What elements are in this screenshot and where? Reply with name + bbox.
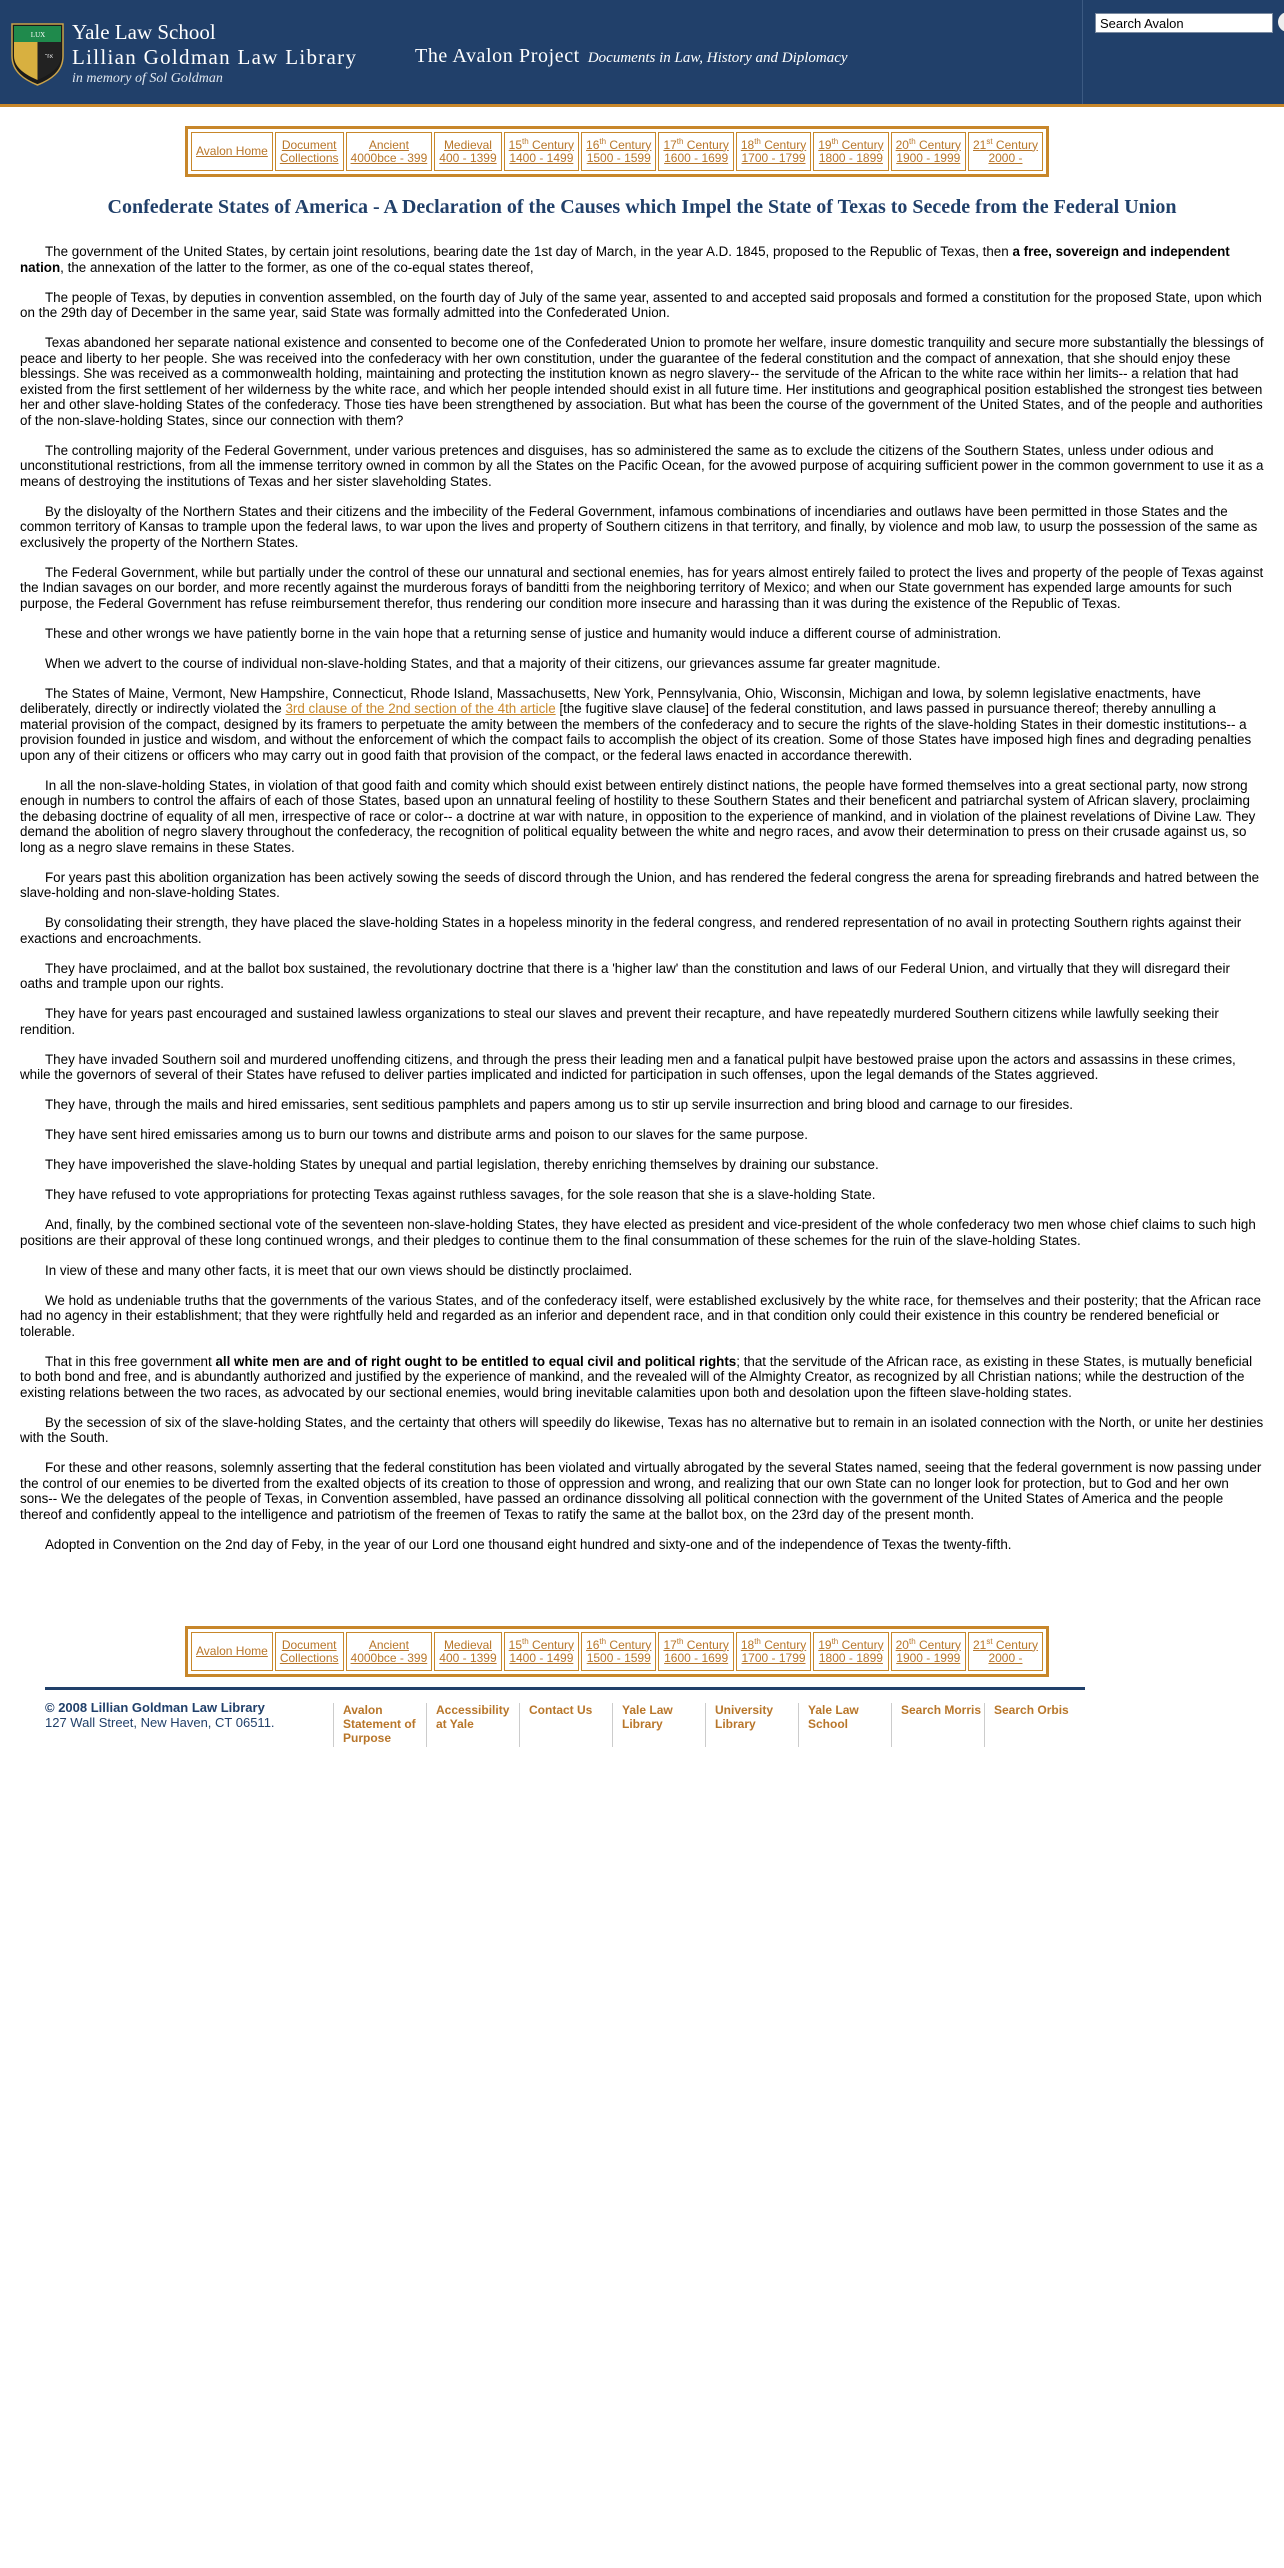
document-body <box>20 244 1264 1567</box>
paragraph-text: In view of these and many other facts, it is meet that our own views should be distinctly proclaimed. <box>45 1262 633 1278</box>
paragraph-text: They have proclaimed, and at the ballot box sustained, the revolutionary doctrine that there is a 'higher law' than the constitution and laws of our Federal Union, and virtually that they will disregard their oaths and trample upon our rights. <box>20 960 1230 991</box>
nav-link-5[interactable] <box>586 138 651 165</box>
paragraph <box>20 565 1264 612</box>
nav-label: Medieval <box>443 1637 492 1652</box>
paragraph-text: They have invaded Southern soil and murdered unoffending citizens, and through the press their leading men and a fanatical pulpit have bestowed praise upon the actors and assassins in these crimes, while the governors of several of their States have refused to deliver parties implicated and indicted for participation in such offenses, upon the legal demands of the States aggrieved. <box>20 1051 1236 1082</box>
nav-link-4[interactable] <box>509 1638 574 1665</box>
footer-link-search-morris[interactable]: Search Morris <box>891 1703 984 1747</box>
nav-label: Ancient <box>368 1637 409 1652</box>
bottom-nav-cell <box>968 1632 1043 1671</box>
bottom-nav-cell <box>813 1632 888 1671</box>
top-nav-cell <box>813 132 888 171</box>
bottom-nav-cell <box>504 1632 579 1671</box>
paragraph <box>20 1006 1264 1037</box>
project-name: The Avalon Project <box>415 45 580 67</box>
nav-label: Century <box>606 1637 652 1652</box>
top-nav-cell <box>346 132 433 171</box>
nav-link-4[interactable] <box>509 138 574 165</box>
nav-range: 2000 - <box>988 150 1023 165</box>
paragraph <box>20 870 1264 901</box>
paragraph <box>20 1097 1264 1113</box>
paragraph-text: By consolidating their strength, they have placed the slave-holding States in a hopeless minority in the federal congress, and rendered representation of no avail in protecting Southern rights against their exactions and encroachments. <box>20 915 1242 946</box>
paragraph <box>20 1217 1264 1248</box>
nav-range: 1700 - 1799 <box>741 150 806 165</box>
paragraph <box>20 1293 1264 1340</box>
nav-label: Century <box>528 1637 575 1652</box>
bottom-nav-cell <box>434 1632 501 1671</box>
nav-range: 4000bce - 399 <box>350 1650 428 1665</box>
paragraph <box>20 778 1264 856</box>
century-number: 19 <box>818 1637 832 1652</box>
paragraph-text: They have for years past encouraged and sustained lawless organizations to steal our slaves and prevent their recapture, and have repeatedly murdered Southern citizens while lawfully seeking their rendition. <box>20 1006 1219 1037</box>
nav-range: 400 - 1399 <box>439 150 497 165</box>
project-tagline: Documents in Law, History and Diplomacy <box>587 50 848 66</box>
address-text: 127 Wall Street, New Haven, CT 06511. <box>45 1715 275 1730</box>
nav-label: Century <box>992 137 1038 152</box>
nav-label: Ancient <box>368 137 409 152</box>
century-suffix: th <box>522 136 529 146</box>
paragraph-text: For years past this abolition organization has been actively sowing the seeds of discord through the Union, and has rendered the federal congress the arena for spreading firebrands and hatred between the slave-holding and non-slave-holding States. <box>20 869 1260 900</box>
nav-range: 1600 - 1699 <box>664 150 729 165</box>
paragraph-text: , the annexation of the latter to the former, as one of the co-equal states thereof, <box>60 259 534 275</box>
paragraph-text: Adopted in Convention on the 2nd day of Feby, in the year of our Lord one thousand eight hundred and sixty-one and of the independence of Texas the twenty-fifth. <box>45 1536 1012 1552</box>
footer-links <box>333 1703 1077 1747</box>
nav-range: 1800 - 1899 <box>818 1650 883 1665</box>
century-suffix: th <box>754 1636 761 1646</box>
nav-link-10[interactable] <box>973 1638 1038 1665</box>
century-suffix: th <box>599 136 607 146</box>
paragraph-text: We hold as undeniable truths that the governments of the various States, and of the confederacy itself, were established exclusively by the white race, for themselves and their posterity; that the African race had no agency in their establishment; that they were rightfully held and regarded as an inferior and dependent race, and in that condition only could their existence in this country be rendered beneficial or tolerable. <box>20 1292 1261 1339</box>
century-suffix: st <box>986 136 993 146</box>
top-nav-cell <box>434 132 501 171</box>
footer-link-search-orbis[interactable]: Search Orbis <box>984 1703 1077 1747</box>
svg-text:LUX: LUX <box>30 31 46 39</box>
paragraph <box>20 656 1264 672</box>
nav-label: Medieval <box>443 137 492 152</box>
footer-link-accessibility-at-yale[interactable]: Accessibility at Yale <box>426 1703 519 1747</box>
constitution-clause-link[interactable]: 3rd clause of the 2nd section of the 4th article <box>285 701 556 716</box>
century-number: 16 <box>586 137 600 152</box>
nav-label: Century <box>606 137 652 152</box>
nav-range: 1700 - 1799 <box>741 1650 806 1665</box>
nav-label: Century <box>760 1637 807 1652</box>
nav-link-10[interactable] <box>973 138 1038 165</box>
nav-label: Century <box>838 1637 884 1652</box>
century-number: 18 <box>740 1637 755 1652</box>
nav-link-0[interactable] <box>196 144 268 158</box>
library-brand[interactable] <box>72 20 357 88</box>
century-nav-top <box>185 126 1049 177</box>
top-nav-cell <box>891 132 966 171</box>
paragraph <box>20 335 1264 428</box>
paragraph <box>20 504 1264 551</box>
nav-label: Century <box>838 137 884 152</box>
nav-link-2[interactable] <box>351 1638 428 1665</box>
paragraph <box>20 244 1264 275</box>
nav-range: 1400 - 1499 <box>509 150 574 165</box>
nav-link-3[interactable] <box>439 138 496 165</box>
paragraph-text: By the secession of six of the slave-holding States, and the certainty that others will speedily do likewise, Texas has no alternative but to remain in an isolated connection with the North, or unite her destinies with the South. <box>20 1414 1264 1445</box>
paragraph <box>20 1157 1264 1173</box>
bottom-nav-cell <box>191 1632 273 1671</box>
nav-range: 1400 - 1499 <box>509 1650 574 1665</box>
paragraph-text: The States of Maine, Vermont, New Hampshire, Connecticut, Rhode Island, Massachusetts, New York, Pennsylvania, Ohio, Wisconsin, Michigan and Iowa, by solemn legislative enactments, have deliberately, directly or indirectly violated the <box>20 685 1201 716</box>
bold-text: all white men are and of right ought to be entitled to equal civil and political rights <box>215 1353 737 1369</box>
century-number: 17 <box>663 1637 677 1652</box>
avalon-project-title[interactable] <box>415 45 848 68</box>
century-number: 20 <box>895 137 909 152</box>
century-suffix: st <box>986 1636 993 1646</box>
top-nav-cell <box>581 132 656 171</box>
nav-label: Century <box>992 1637 1038 1652</box>
nav-link-6[interactable] <box>663 138 728 165</box>
century-suffix: th <box>599 1636 607 1646</box>
svg-text:אור: אור <box>44 54 54 60</box>
paragraph-text: They have refused to vote appropriations for protecting Texas against ruthless savages, for the sole reason that she is a slave-holding State. <box>45 1187 876 1202</box>
paragraph-text: ; that the servitude of the African race, as existing in these States, is mutually beneficial to both bond and free, and is abundantly authorized and justified by the experience of mankind, and the revealed will of the Almighty Creator, as recognized by all Christian nations; while the destruction of the existing relations between the two races, as advocated by our sectional enemies, would bring inevitable calamities upon both and desolation upon the fifteen slave-holding states. <box>20 1353 1253 1400</box>
nav-range: 400 - 1399 <box>439 1650 497 1665</box>
paragraph <box>20 1187 1264 1203</box>
nav-range: 1600 - 1699 <box>664 1650 729 1665</box>
nav-range: 2000 - <box>988 1650 1023 1665</box>
paragraph-text: Texas abandoned her separate national existence and consented to become one of the Confederated Union to promote her welfare, insure domestic tranquility and secure more substantially the blessings of peace and liberty to her people. She was received into the confederacy with her own constitution, under the guarantee of the federal constitution and the compact of annexation, that she should enjoy these blessings. She was received as a commonwealth holding, maintaining and protecting the institution known as negro slavery-- the servitude of the African to the white race within her limits-- a relation that had existed from the first settlement of her wilderness by the white race, and which her people intended should exist in all future time. Her institutions and geographical position established the strongest ties between her and other slave-holding States of the confederacy. Those ties have been strengthened by association. But what has been the course of the government of the United States, and of the people and authorities of the non-slave-holding States, since our connection with them? <box>20 335 1264 428</box>
nav-label: Avalon Home <box>196 1644 268 1658</box>
nav-link-5[interactable] <box>586 1638 651 1665</box>
document-title: Confederate States of America - A Declaration of the Causes which Impel the State of Texas to Secede from the Federal Union <box>107 196 1177 218</box>
nav-link-8[interactable] <box>818 1638 883 1665</box>
nav-link-7[interactable] <box>741 138 806 165</box>
footer-link-avalon-statement-of-purpose[interactable]: Avalon Statement of Purpose <box>333 1703 426 1747</box>
century-suffix: th <box>754 136 761 146</box>
paragraph-text: They have sent hired emissaries among us to burn our towns and distribute arms and poison to our slaves for the same purpose. <box>45 1127 808 1142</box>
century-nav-bottom <box>185 1626 1049 1677</box>
century-number: 16 <box>586 1637 600 1652</box>
century-number: 20 <box>895 1637 909 1652</box>
footer-link-yale-law-library[interactable]: Yale Law Library <box>612 1703 705 1747</box>
nav-range: Collections <box>279 150 339 165</box>
bottom-nav-cell <box>346 1632 433 1671</box>
century-number: 17 <box>663 137 677 152</box>
top-nav-cell <box>191 132 273 171</box>
nav-label: Document <box>281 137 337 152</box>
century-suffix: th <box>831 136 839 146</box>
bottom-nav-cell <box>736 1632 811 1671</box>
yale-shield-logo[interactable] <box>10 22 65 86</box>
century-number: 21 <box>973 137 987 152</box>
paragraph-text: That in this free government <box>45 1353 216 1369</box>
paragraph <box>20 915 1264 946</box>
nav-link-1[interactable] <box>280 138 339 165</box>
paragraph <box>20 443 1264 490</box>
nav-link-8[interactable] <box>818 138 883 165</box>
paragraph-text: In all the non-slave-holding States, in violation of that good faith and comity which should exist between entirely distinct nations, the people have formed themselves into a great sectional party, now strong enough in numbers to control the affairs of each of those States, based upon an unnatural feeling of hostility to these Southern States and their beneficent and patriarchal system of African slavery, proclaiming the debasing doctrine of equality of all men, irrespective of race or color-- a doctrine at war with nature, in opposition to the experience of mankind, and in violation of the plainest revelations of Divine Law. They demand the abolition of negro slavery throughout the confederacy, the recognition of political equality between the white and negro races, and avow their determination to press on their crusade against us, so long as a negro slave remains in these States. <box>20 777 1256 855</box>
footer-link-university-library[interactable]: University Library <box>705 1703 798 1747</box>
century-number: 21 <box>973 1637 987 1652</box>
nav-link-3[interactable] <box>439 1638 496 1665</box>
nav-label: Century <box>760 137 807 152</box>
library-name: Lillian Goldman Law Library <box>72 45 358 69</box>
paragraph <box>20 290 1264 321</box>
nav-link-9[interactable] <box>896 138 961 165</box>
nav-label: Century <box>683 137 729 152</box>
century-number: 15 <box>508 1637 523 1652</box>
paragraph <box>20 1354 1264 1401</box>
footer-copyright <box>45 1700 275 1730</box>
century-number: 18 <box>740 137 755 152</box>
paragraph-text: [the fugitive slave clause] of the federal constitution, and laws passed in pursuance thereof; thereby annulling a material provision of the compact, designed by its framers to perpetuate the amity between the members of the confederacy and to secure the rights of the slave-holding States in their domestic institutions-- a provision founded in justice and wisdom, and without the enforcement of which the compact fails to accomplish the object of its creation. Some of those States have imposed high fines and degrading penalties upon any of their citizens or officers who may carry out in good faith that provision of the compact, or the federal laws enacted in accordance therewith. <box>20 701 1252 763</box>
paragraph <box>20 1263 1264 1279</box>
century-suffix: th <box>831 1636 839 1646</box>
paragraph-text: They have impoverished the slave-holding States by unequal and partial legislation, thereby enriching themselves by draining our substance. <box>45 1157 879 1172</box>
paragraph-text: And, finally, by the combined sectional vote of the seventeen non-slave-holding States, they have elected as president and vice-president of the whole confederacy two men whose chief claims to such high positions are their approval of these long continued wrongs, and their pledges to continue them to the final consummation of these schemes for the ruin of the slave-holding States. <box>20 1217 1256 1248</box>
search-input[interactable] <box>1095 13 1273 33</box>
paragraph-text: For these and other reasons, solemnly asserting that the federal constitution has been violated and virtually abrogated by the several States named, seeing that the federal government is now passing under the control of our enemies to be diverted from the exalted objects of its creation to those of oppression and wrong, and realizing that our own State can no longer look for protection, but to God and her own sons-- We the delegates of the people of Texas, in Convention assembled, have passed an ordinance dissolving all political connection with the government of the United States of America and the people thereof and confidently appeal to the intelligence and patriotism of the freemen of Texas to ratify the same at the ballot box, on the 23rd day of the present month. <box>20 1460 1262 1522</box>
school-name: Yale Law School <box>72 20 216 44</box>
century-suffix: th <box>676 1636 684 1646</box>
bottom-nav-cell <box>275 1632 344 1671</box>
paragraph-text: When we advert to the course of individual non-slave-holding States, and that a majority of their citizens, our grievances assume far greater magnitude. <box>45 655 941 671</box>
paragraph <box>20 1052 1264 1083</box>
nav-range: 1500 - 1599 <box>586 1650 651 1665</box>
nav-range: 1800 - 1899 <box>818 150 883 165</box>
nav-link-9[interactable] <box>896 1638 961 1665</box>
century-suffix: th <box>908 136 916 146</box>
bottom-nav-cell <box>658 1632 733 1671</box>
nav-range: 1500 - 1599 <box>586 150 651 165</box>
site-header <box>0 0 1284 107</box>
nav-range: 1900 - 1999 <box>896 1650 961 1665</box>
nav-range: 4000bce - 399 <box>350 150 428 165</box>
search-area <box>1082 0 1284 104</box>
paragraph-text: These and other wrongs we have patiently borne in the vain hope that a returning sense of justice and humanity would induce a different course of administration. <box>45 625 1002 641</box>
nav-link-6[interactable] <box>663 1638 728 1665</box>
nav-link-1[interactable] <box>280 1638 339 1665</box>
copyright-text: © 2008 Lillian Goldman Law Library <box>45 1700 265 1715</box>
paragraph <box>20 626 1264 642</box>
nav-label: Century <box>683 1637 729 1652</box>
bold-text: a free, sovereign and independent nation <box>20 244 1230 275</box>
paragraph <box>20 686 1264 764</box>
footer-link-yale-law-school[interactable]: Yale Law School <box>798 1703 891 1747</box>
paragraph-text: The Federal Government, while but partially under the control of these our unnatural and sectional enemies, has for years almost entirely failed to protect the lives and property of the people of Texas against the Indian savages on our border, and more recently against the murderous forays of banditti from the neighboring territory of Mexico; and when our State government has expended large amounts for such purpose, the Federal Government has refuse reimbursement therefor, thus rendering our condition more insecure and harassing than it was during the existence of the Republic of Texas. <box>20 564 1264 611</box>
top-nav-cell <box>736 132 811 171</box>
century-number: 19 <box>818 137 832 152</box>
bottom-nav-cell <box>891 1632 966 1671</box>
bottom-nav-cell <box>581 1632 656 1671</box>
century-number: 15 <box>508 137 523 152</box>
paragraph-text: The controlling majority of the Federal Government, under various pretences and disguises, has so administered the same as to exclude the citizens of the Southern States, unless under odious and unconstitutional restrictions, from all the immense territory owned in common by all the States on the Pacific Ocean, for the avowed purpose of acquiring sufficient power in the common government to use it as a means of destroying the institutions of Texas and her sister slaveholding States. <box>20 442 1264 489</box>
paragraph <box>20 1415 1264 1446</box>
nav-label: Document <box>281 1637 337 1652</box>
nav-label: Century <box>528 137 575 152</box>
footer-link-contact-us[interactable]: Contact Us <box>519 1703 612 1747</box>
top-nav-cell <box>968 132 1043 171</box>
paragraph-text: By the disloyalty of the Northern States and their citizens and the imbecility of the Federal Government, infamous combinations of incendiaries and outlaws have been permitted in those States and the common territory of Kansas to trample upon the federal laws, to war upon the lives and property of Southern citizens in that territory, and finally, by violence and mob law, to usurp the possession of the same as exclusively the property of the Northern States. <box>20 503 1258 550</box>
memory-line: in memory of Sol Goldman <box>72 71 223 86</box>
paragraph-text: The government of the United States, by certain joint resolutions, bearing date the 1st day of March, in the year A.D. 1845, proposed to the Republic of Texas, then <box>45 244 1013 259</box>
century-suffix: th <box>908 1636 916 1646</box>
paragraph <box>20 1537 1264 1553</box>
century-suffix: th <box>522 1636 529 1646</box>
nav-label: Century <box>915 137 961 152</box>
paragraph <box>20 961 1264 992</box>
paragraph-text: The people of Texas, by deputies in convention assembled, on the fourth day of July of the same year, assented to and accepted said proposals and formed a constitution for the proposed State, upon which on the 29th day of December in the same year, said State was formally admitted into the Confederated Union. <box>20 289 1262 320</box>
footer-divider <box>45 1687 1085 1690</box>
top-nav-cell <box>504 132 579 171</box>
top-nav-cell <box>275 132 344 171</box>
nav-range: Collections <box>279 1650 339 1665</box>
nav-link-0[interactable] <box>196 1644 268 1658</box>
nav-link-2[interactable] <box>351 138 428 165</box>
paragraph <box>20 1127 1264 1143</box>
nav-label: Avalon Home <box>196 144 268 158</box>
paragraph <box>20 1460 1264 1522</box>
nav-range: 1900 - 1999 <box>896 150 961 165</box>
nav-link-7[interactable] <box>741 1638 806 1665</box>
nav-label: Century <box>915 1637 961 1652</box>
century-suffix: th <box>676 136 684 146</box>
paragraph-text: They have, through the mails and hired emissaries, sent seditious pamphlets and papers among us to stir up servile insurrection and bring blood and carnage to our firesides. <box>45 1097 1073 1112</box>
top-nav-cell <box>658 132 733 171</box>
